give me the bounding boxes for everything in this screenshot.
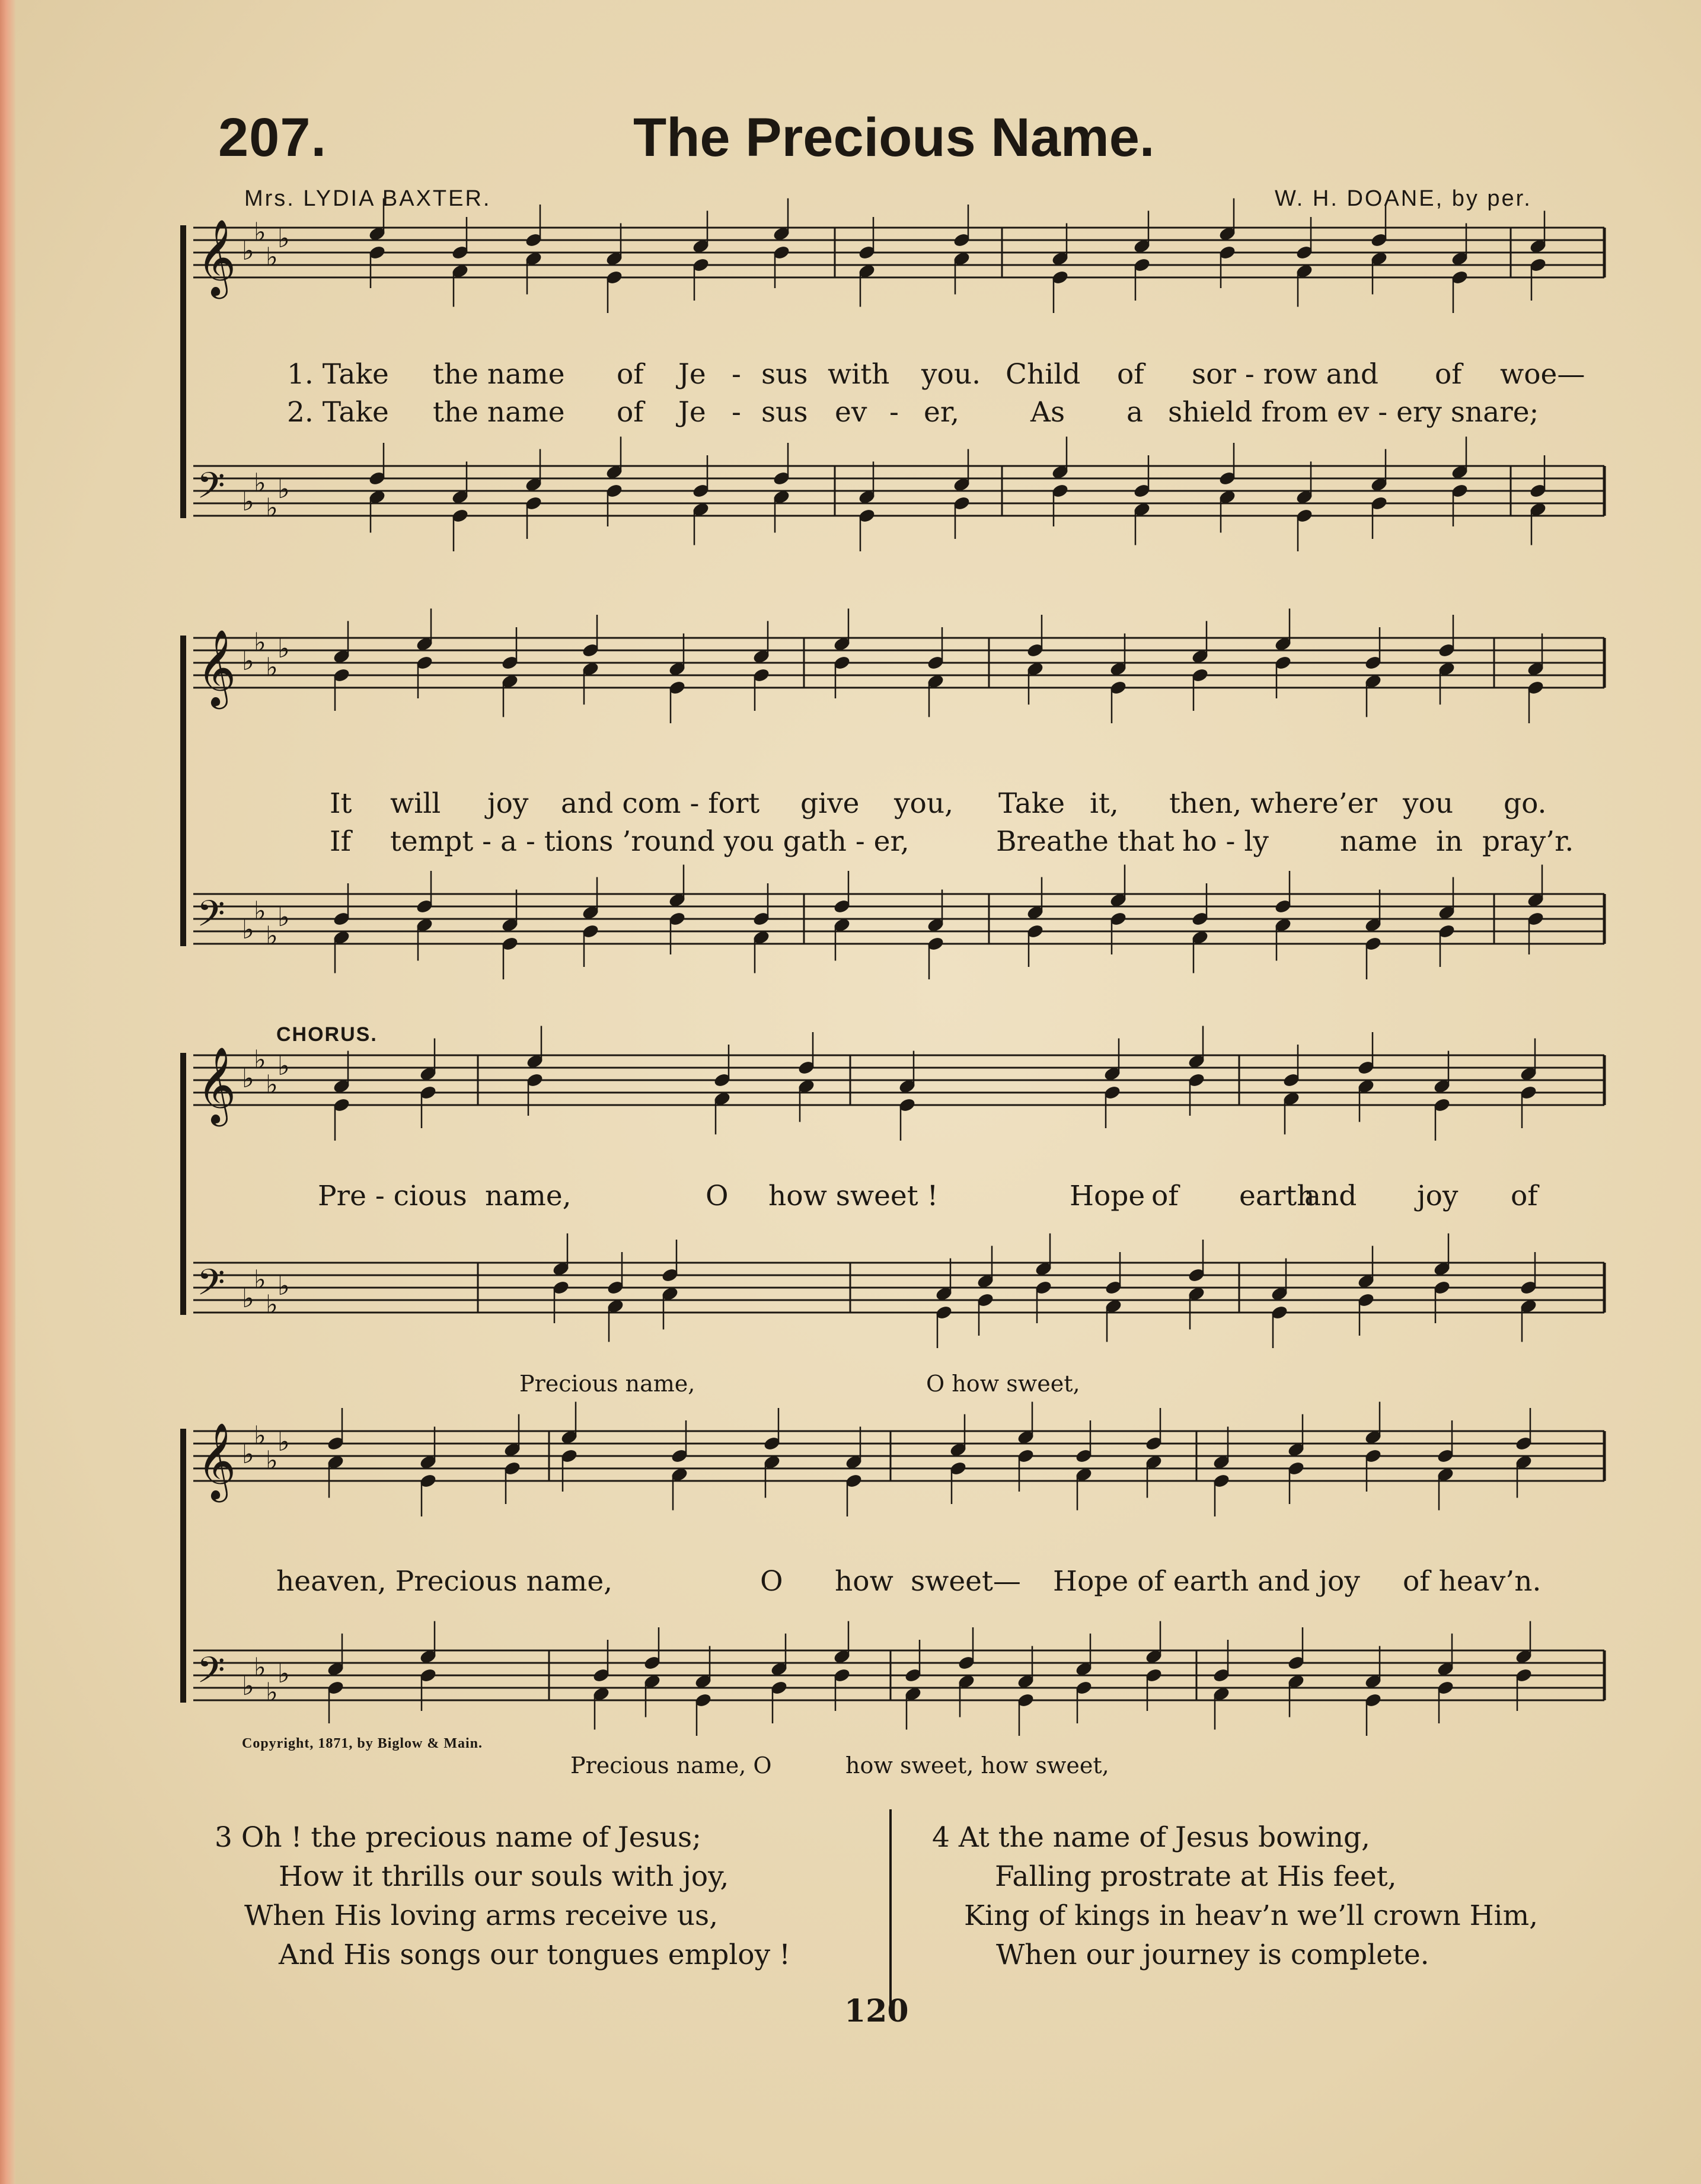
verse-line: King of kings in heav’n we’ll crown Him, [964,1899,1539,1932]
verse-line: And His songs our tongues employ ! [279,1939,790,1971]
lyric-syllable: you [1403,787,1454,820]
flat-sign-icon: ♭ [266,1289,278,1320]
flat-sign-icon: ♭ [254,1265,266,1295]
lyric-syllable: Hope of earth and joy [1053,1565,1360,1598]
lyric-syllable: of [1435,358,1462,391]
flat-sign-icon: ♭ [277,474,290,505]
lyric-syllable: ev [835,396,867,429]
flat-sign-icon: ♭ [254,1045,266,1075]
flat-sign-icon: ♭ [242,1671,254,1701]
flat-sign-icon: ♭ [242,1283,254,1314]
lyric-syllable: Je [678,396,706,429]
lyric-syllable: name [1340,825,1418,858]
flat-sign-icon: ♭ [242,646,254,676]
lyric-syllable: heaven, Precious name, [276,1565,613,1598]
lyric-syllable: it, [1090,787,1119,820]
lyric-syllable: sor - row and [1192,358,1378,391]
author-credit: Mrs. LYDIA BAXTER. [244,186,492,211]
flat-sign-icon: ♭ [242,1064,254,1094]
lyric-syllable: earth [1239,1180,1315,1212]
lyric-syllable: tempt - a - tions ’round you gath - er, [390,825,909,858]
system-brace [180,1053,186,1315]
page-number: 120 [844,1993,909,2029]
verse-line: 4 At the name of Jesus bowing, [932,1821,1370,1854]
lyric-syllable: then, where’er [1169,787,1377,820]
flat-sign-icon: ♭ [242,915,254,945]
hymn-title: The Precious Name. [633,107,1155,168]
flat-sign-icon: ♭ [277,1659,290,1689]
system-brace [180,1429,186,1703]
lyric-syllable: of [1117,358,1144,391]
lyric-syllable: O [760,1565,783,1598]
lyric-syllable: of [617,396,644,429]
bass-clef-icon: 𝄢 [197,893,225,944]
lyric-syllable: Breathe that [996,825,1175,858]
lyric-syllable: Je [678,358,706,391]
lyric-syllable: joy [487,787,529,820]
verse-line: When our journey is complete. [996,1939,1429,1971]
lyric-syllable: shield from ev - ery snare; [1168,396,1539,429]
lyric-syllable: of [1151,1180,1179,1212]
lyric-syllable: you. [921,358,981,391]
flat-sign-icon: ♭ [277,1271,290,1301]
copyright-notice: Copyright, 1871, by Biglow & Main. [242,1736,483,1751]
lyric-syllable: pray’r. [1482,825,1574,858]
bass-clef-icon: 𝄢 [197,1649,225,1700]
lyric-syllable: Child [1006,358,1081,391]
lyric-syllable: how [835,1565,893,1598]
treble-clef-icon: 𝄞 [197,629,237,706]
lyric-syllable: - [732,358,741,391]
verse-line: 3 Oh ! the precious name of Jesus; [215,1821,701,1854]
lyric-syllable: sweet— [911,1565,1021,1598]
lyric-syllable: Hope [1070,1180,1145,1212]
flat-sign-icon: ♭ [266,242,278,273]
lyric-syllable: ho - ly [1182,825,1269,858]
lyric-syllable: of heav’n. [1403,1565,1542,1598]
chorus-label: CHORUS. [276,1023,378,1046]
lyric-syllable: the name [433,396,565,429]
flat-sign-icon: ♭ [254,468,266,499]
lyric-syllable: 1. Take [287,358,389,391]
verse-line: When His loving arms receive us, [244,1899,719,1932]
lyric-syllable: Pre - cious [318,1180,467,1212]
lyric-syllable: and [1304,1180,1357,1212]
flat-sign-icon: ♭ [242,236,254,266]
flat-sign-icon: ♭ [242,1439,254,1470]
bass-lyric: how sweet, how sweet, [845,1752,1109,1779]
flat-sign-icon: ♭ [277,1051,290,1081]
flat-sign-icon: ♭ [254,1652,266,1683]
flat-sign-icon: ♭ [266,1069,278,1100]
lyric-syllable: Take [998,787,1065,820]
flat-sign-icon: ♭ [254,627,266,658]
flat-sign-icon: ♭ [254,1420,266,1451]
system-brace [180,636,186,946]
lyric-syllable: will [390,787,441,820]
verse-line: How it thrills our souls with joy, [279,1860,729,1893]
lyric-syllable: sus [761,396,808,429]
lyric-syllable: how sweet ! [768,1180,939,1212]
lyric-syllable: go. [1504,787,1547,820]
lyric-syllable: a [1126,396,1144,429]
flat-sign-icon: ♭ [277,223,290,254]
flat-sign-icon: ♭ [266,921,278,951]
lyric-syllable: with [828,358,890,391]
lyric-syllable: sus [761,358,808,391]
bass-lyric: Precious name, [519,1371,695,1397]
lyric-syllable: O [706,1180,729,1212]
bass-lyric: O how sweet, [926,1371,1080,1397]
lyric-syllable: you, [894,787,954,820]
lyric-syllable: woe— [1500,358,1585,391]
lyric-syllable: 2. Take [287,396,389,429]
lyric-syllable: name, [485,1180,572,1212]
lyric-syllable: er, [924,396,960,429]
flat-sign-icon: ♭ [254,896,266,927]
flat-sign-icon: ♭ [277,902,290,933]
lyric-syllable: in [1436,825,1463,858]
treble-clef-icon: 𝄞 [197,1046,237,1123]
flat-sign-icon: ♭ [266,652,278,683]
flat-sign-icon: ♭ [266,1445,278,1476]
verse-line: Falling prostrate at His feet, [995,1860,1397,1893]
flat-sign-icon: ♭ [277,634,290,664]
lyric-syllable: - [889,396,899,429]
flat-sign-icon: ♭ [242,487,254,517]
flat-sign-icon: ♭ [277,1427,290,1457]
lyric-syllable: and com - fort [561,787,760,820]
lyric-syllable: It [330,787,352,820]
lyric-syllable: joy [1417,1180,1459,1212]
lyric-syllable: of [1511,1180,1538,1212]
hymn-number: 207. [218,107,327,168]
flat-sign-icon: ♭ [266,1677,278,1708]
lyric-syllable: As [1030,396,1065,429]
treble-clef-icon: 𝄞 [197,219,237,296]
composer-credit: W. H. DOANE, by per. [1275,186,1532,211]
flat-sign-icon: ♭ [254,217,266,248]
verse-column-divider [889,1809,892,2005]
bass-lyric: Precious name, O [570,1752,772,1779]
lyric-syllable: - [732,396,741,429]
lyric-syllable: If [330,825,351,858]
system-brace [180,225,186,518]
bass-clef-icon: 𝄢 [197,465,225,516]
treble-clef-icon: 𝄞 [197,1422,237,1499]
lyric-syllable: the name [433,358,565,391]
lyric-syllable: give [800,787,860,820]
bass-clef-icon: 𝄢 [197,1262,225,1313]
flat-sign-icon: ♭ [266,493,278,523]
lyric-syllable: of [617,358,644,391]
